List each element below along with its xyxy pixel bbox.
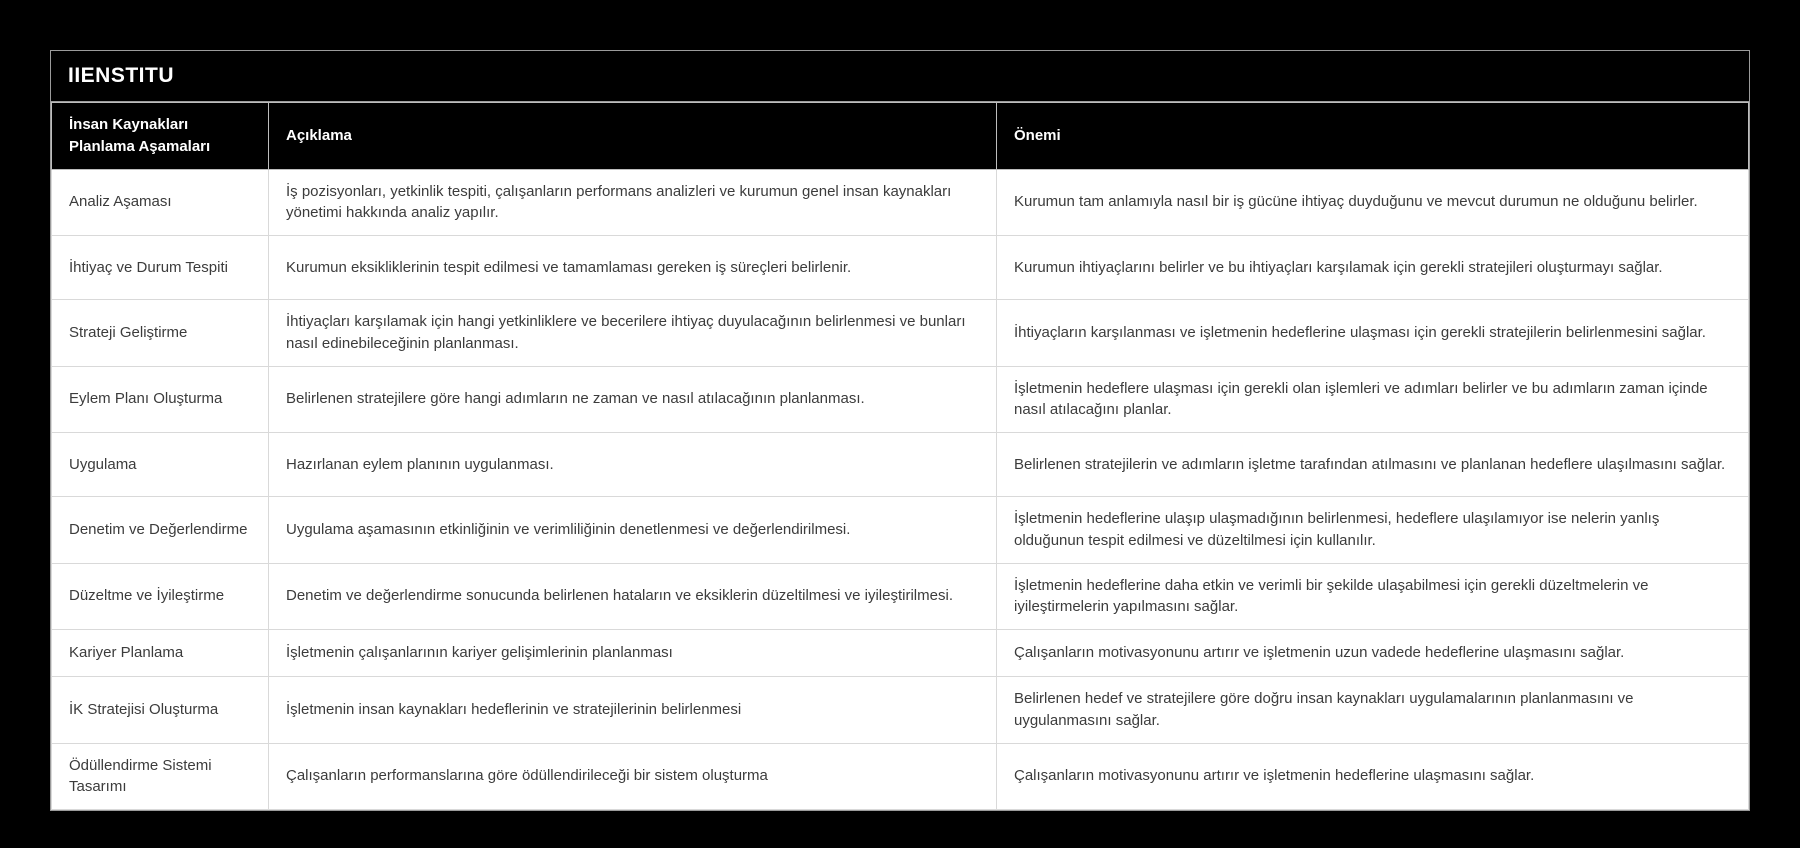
stage-cell: Strateji Geliştirme [52, 300, 269, 367]
stage-cell: Analiz Aşaması [52, 169, 269, 236]
stage-cell: Düzeltme ve İyileştirme [52, 563, 269, 630]
description-cell: Belirlenen stratejilere göre hangi adımların ne zaman ve nasıl atılacağının planlanması. [269, 366, 997, 433]
stage-cell: Eylem Planı Oluşturma [52, 366, 269, 433]
table-row [52, 563, 1749, 630]
stage-cell: Denetim ve Değerlendirme [52, 497, 269, 564]
column-header-stages: İnsan Kaynakları Planlama Aşamaları [52, 103, 269, 170]
description-cell: Uygulama aşamasının etkinliğinin ve verimliliğinin denetlenmesi ve değerlendirilmesi. [269, 497, 997, 564]
stage-cell: Ödüllendirme Sistemi Tasarımı [52, 743, 269, 810]
importance-cell: Çalışanların motivasyonunu artırır ve işletmenin hedeflerine ulaşmasını sağlar. [997, 743, 1749, 810]
description-cell: İhtiyaçları karşılamak için hangi yetkinliklere ve becerilere ihtiyaç duyulacağının belirlenmesi ve bunları nasıl edinebileceğinin planlanması. [269, 300, 997, 367]
stage-cell: Kariyer Planlama [52, 630, 269, 677]
description-cell: Kurumun eksikliklerinin tespit edilmesi ve tamamlaması gereken iş süreçleri belirlenir. [269, 236, 997, 300]
brand-title: IIENSTITU [51, 51, 1749, 102]
column-header-description: Açıklama [269, 103, 997, 170]
description-cell: İş pozisyonları, yetkinlik tespiti, çalışanların performans analizleri ve kurumun genel insan kaynakları yönetimi hakkında analiz yapılır. [269, 169, 997, 236]
importance-cell: İşletmenin hedeflerine daha etkin ve verimli bir şekilde ulaşabilmesi için gerekli düzeltmelerin ve iyileştirmelerin yapılmasını sağlar. [997, 563, 1749, 630]
importance-cell: İşletmenin hedeflere ulaşması için gerekli olan işlemleri ve adımları belirler ve bu adımların zaman içinde nasıl atılacağını planlar. [997, 366, 1749, 433]
description-cell: Çalışanların performanslarına göre ödüllendirileceği bir sistem oluşturma [269, 743, 997, 810]
table-row [52, 497, 1749, 564]
table-row [52, 677, 1749, 744]
description-cell: Denetim ve değerlendirme sonucunda belirlenen hataların ve eksiklerin düzeltilmesi ve iyileştirilmesi. [269, 563, 997, 630]
importance-cell: Kurumun ihtiyaçlarını belirler ve bu ihtiyaçları karşılamak için gerekli stratejileri oluşturmayı sağlar. [997, 236, 1749, 300]
table-card [50, 50, 1750, 811]
table-row [52, 743, 1749, 810]
table-header-row [52, 103, 1749, 170]
table-row [52, 366, 1749, 433]
description-cell: Hazırlanan eylem planının uygulanması. [269, 433, 997, 497]
hr-planning-table [51, 102, 1749, 810]
table-row [52, 300, 1749, 367]
importance-cell: İşletmenin hedeflerine ulaşıp ulaşmadığının belirlenmesi, hedeflere ulaşılamıyor ise nelerin yanlış olduğunun tespit edilmesi ve düzeltilmesi için kullanılır. [997, 497, 1749, 564]
description-cell: İşletmenin çalışanlarının kariyer gelişimlerinin planlanması [269, 630, 997, 677]
importance-cell: Belirlenen stratejilerin ve adımların işletme tarafından atılmasını ve planlanan hedeflere ulaşılmasını sağlar. [997, 433, 1749, 497]
importance-cell: Çalışanların motivasyonunu artırır ve işletmenin uzun vadede hedeflerine ulaşmasını sağlar. [997, 630, 1749, 677]
importance-cell: İhtiyaçların karşılanması ve işletmenin hedeflerine ulaşması için gerekli stratejilerin belirlenmesini sağlar. [997, 300, 1749, 367]
stage-cell: Uygulama [52, 433, 269, 497]
column-header-importance: Önemi [997, 103, 1749, 170]
table-row [52, 236, 1749, 300]
table-row [52, 630, 1749, 677]
importance-cell: Kurumun tam anlamıyla nasıl bir iş gücüne ihtiyaç duyduğunu ve mevcut durumun ne olduğunu belirler. [997, 169, 1749, 236]
description-cell: İşletmenin insan kaynakları hedeflerinin ve stratejilerinin belirlenmesi [269, 677, 997, 744]
importance-cell: Belirlenen hedef ve stratejilere göre doğru insan kaynakları uygulamalarının planlanmasını ve uygulanmasını sağlar. [997, 677, 1749, 744]
stage-cell: İhtiyaç ve Durum Tespiti [52, 236, 269, 300]
table-row [52, 169, 1749, 236]
stage-cell: İK Stratejisi Oluşturma [52, 677, 269, 744]
table-row [52, 433, 1749, 497]
